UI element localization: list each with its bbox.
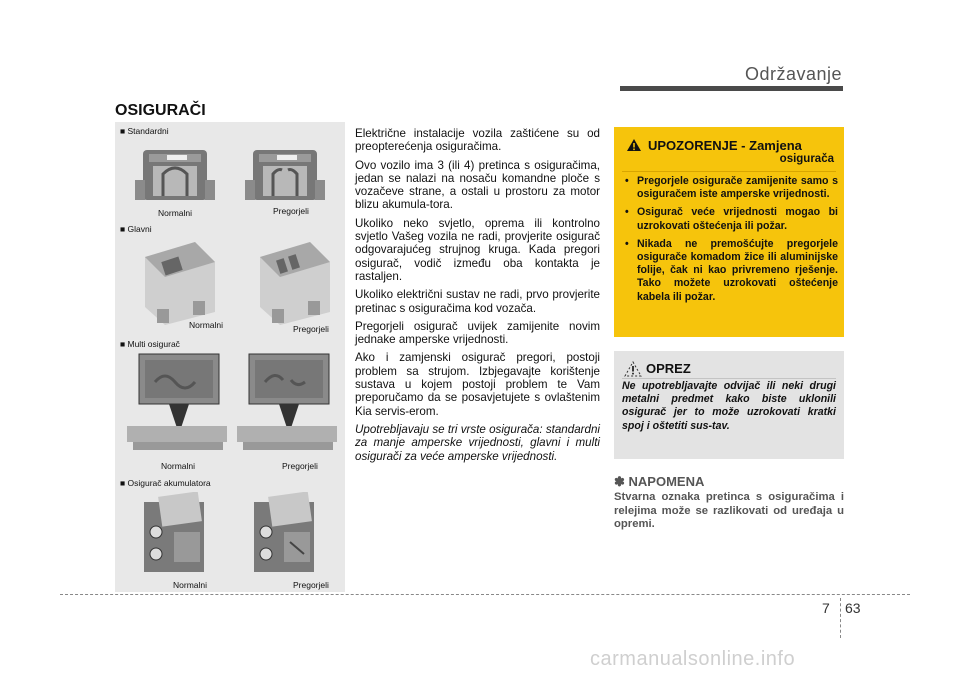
section-title: OSIGURAČI xyxy=(115,102,206,119)
caption-battery-blown: Pregorjeli xyxy=(293,580,329,590)
body-paragraph: Ako i zamjenski osigurač pregori, postoji problem sa strujom. Izbjegavajte korištenje sustava u kojem postoji problem te Vam preporučamo da se posavjetujete s ovlaštenim Kia servis-erom. xyxy=(355,351,600,418)
page-number: 63 xyxy=(845,600,861,616)
figure-label-battery: ■ Osigurač akumulatora xyxy=(120,478,211,488)
chapter-title: Održavanje xyxy=(744,64,842,84)
main-fuse-blown-image xyxy=(250,237,340,327)
body-paragraph: Ovo vozilo ima 3 (ili 4) pretinca s osiguračima, jedan se nalazi na nosaču komandne ploče s vozačeve strane, a ostali u prostoru za motor blizu akumula-tora. xyxy=(355,158,600,212)
multi-fuse-normal-image xyxy=(125,352,230,462)
warning-item: • Osigurač veće vrijednosti mogao bi uzrokovati oštećenja ili požar. xyxy=(622,206,838,232)
body-text xyxy=(355,127,600,468)
standard-fuse-normal-image xyxy=(135,144,215,206)
footer-divider xyxy=(60,594,910,595)
caption-standard-blown: Pregorjeli xyxy=(273,206,309,216)
watermark-text: carmanualsonline.info xyxy=(590,648,796,670)
figure-label-multi: ■ Multi osigurač xyxy=(120,339,180,349)
warning-item: • Pregorjele osigurače zamijenite samo s osiguračem iste amperske vrijednosti. xyxy=(622,175,838,201)
battery-fuse-blown-image xyxy=(250,492,330,577)
warning-box xyxy=(614,127,844,337)
caution-triangle-icon xyxy=(624,361,642,377)
multi-fuse-blown-image xyxy=(235,352,340,462)
body-paragraph: Ukoliko neko svjetlo, oprema ili kontrolno svjetlo Vašeg vozila ne radi, provjerite osigurač odgovarajućeg strujnog kruga. Kada pregori osigurač, vodič između oba kontakta je rastaljen. xyxy=(355,216,600,283)
caption-main-normal: Normalni xyxy=(189,320,224,330)
body-paragraph: Pregorjeli osigurač uvijek zamijenite novim jednake amperske vrijednosti. xyxy=(355,319,600,347)
caution-box xyxy=(614,351,844,459)
caption-multi-blown: Pregorjeli xyxy=(282,461,318,471)
caption-main-blown: Pregorjeli xyxy=(293,324,329,334)
figure-label-main: ■ Glavni xyxy=(120,224,152,234)
body-paragraph: Električne instalacije vozila zaštićene su od preopterećenja osiguračima. xyxy=(355,127,600,154)
warning-triangle-icon xyxy=(626,138,642,152)
warning-header xyxy=(614,134,844,170)
header-rule xyxy=(620,86,843,91)
warning-item: • Nikada ne premošćujte pregorjele osigurače komadom žice ili aluminijske folije, čak ni kao privremeno rješenje. Tako možete uzrokovati oštećenje kabela ili požar. xyxy=(622,238,838,304)
caution-divider xyxy=(622,378,836,379)
caution-text: Ne upotrebljavajte odvijač ili neki drugi metalni predmet kako biste uklonili osigurač jer to može uzrokovati kratki spoj i oštetiti sus-tav. xyxy=(622,380,836,432)
warning-title-line2: osigurača xyxy=(779,153,834,165)
caution-title: OPREZ xyxy=(646,361,691,376)
warning-divider xyxy=(622,171,836,172)
caption-battery-normal: Normalni xyxy=(173,580,208,590)
note-text: Stvarna oznaka pretinca s osiguračima i relejima može se razlikovati od uređaja u opremi. xyxy=(614,491,844,530)
body-italic-paragraph: Upotrebljavaju se tri vrste osigurača: standardni za manje amperske vrijednosti, glavni i multi osigurači za veće amperske vrijednosti. xyxy=(355,422,600,463)
chapter-number: 7 xyxy=(822,600,830,616)
fuse-figure xyxy=(115,122,345,592)
warning-list xyxy=(622,175,838,309)
page-number-divider xyxy=(840,598,841,638)
figure-label-standard: ■ Standardni xyxy=(120,126,169,136)
caption-multi-normal: Normalni xyxy=(161,461,196,471)
caption-standard-normal: Normalni xyxy=(158,208,193,218)
warning-title: UPOZORENJE - Zamjena xyxy=(648,138,802,153)
standard-fuse-blown-image xyxy=(245,144,325,206)
note-title: ✽ NAPOMENA xyxy=(614,474,705,489)
main-fuse-normal-image xyxy=(135,237,225,327)
body-paragraph: Ukoliko električni sustav ne radi, prvo provjerite pretinac s osiguračima kod vozača. xyxy=(355,288,600,315)
battery-fuse-normal-image xyxy=(140,492,220,577)
